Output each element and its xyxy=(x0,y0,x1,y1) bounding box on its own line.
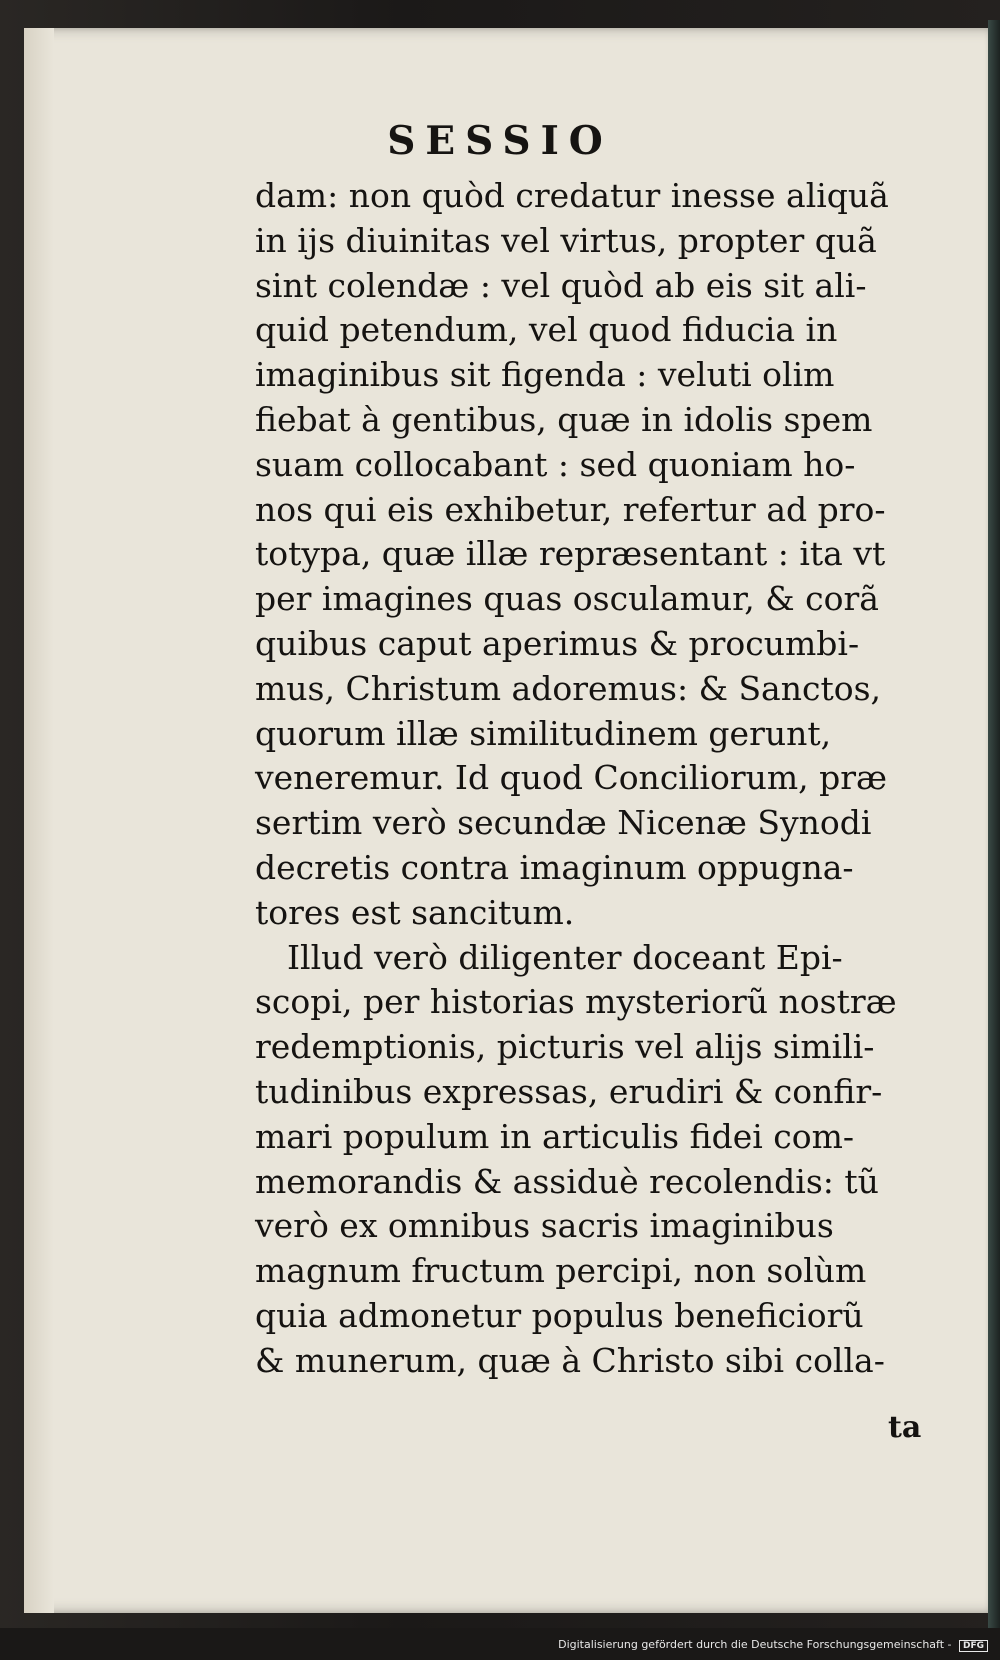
footer-bar xyxy=(0,1628,1000,1660)
text-line: mus, Christum adoremus: & Sanctos, xyxy=(255,668,882,708)
text-line: quibus caput aperimus & procumbi- xyxy=(255,623,860,663)
text-line: sertim verò secundæ Nicenæ Synodi xyxy=(255,803,872,843)
text-line: tores est sancitum. xyxy=(255,892,575,932)
text-line: Illud verò diligenter doceant Epi- xyxy=(287,937,843,977)
text-line: redemptionis, picturis vel alijs simili- xyxy=(255,1027,875,1067)
book-edge xyxy=(988,20,1000,1630)
text-line: decretis contra imaginum oppugna- xyxy=(255,847,854,887)
text-line: veneremur. Id quod Conciliorum, præ xyxy=(255,758,888,798)
page-gutter xyxy=(24,28,54,1613)
running-head: SESSIO xyxy=(387,118,613,164)
text-line: dam: non quòd credatur inesse aliquã xyxy=(255,176,889,215)
text-line: memorandis & assiduè recolendis: tũ xyxy=(255,1161,879,1201)
text-line: tudinibus expressas, erudiri & confir- xyxy=(255,1071,883,1111)
body-text xyxy=(255,174,955,1384)
text-line: quid petendum, vel quod fiducia in xyxy=(255,310,838,350)
text-line: verò ex omnibus sacris imaginibus xyxy=(255,1206,834,1246)
text-line: quia admonetur populus beneficiorũ xyxy=(255,1295,864,1335)
text-line: quorum illæ similitudinem gerunt, xyxy=(255,713,832,753)
text-line: nos qui eis exhibetur, refertur ad pro- xyxy=(255,489,886,529)
text-line: totypa, quæ illæ repræsentant : ita vt xyxy=(255,534,886,574)
dfg-logo: DFG xyxy=(959,1640,988,1652)
text-line: in ijs diuinitas vel virtus, propter quã xyxy=(255,220,877,260)
text-line: suam collocabant : sed quoniam ho- xyxy=(255,444,856,484)
catchword: ta xyxy=(888,1410,922,1445)
text-line: magnum fructum percipi, non solùm xyxy=(255,1251,867,1291)
text-line: sint colendæ : vel quòd ab eis sit ali- xyxy=(255,265,867,305)
text-line: scopi, per historias mysteriorũ nostræ xyxy=(255,982,897,1022)
text-line: per imagines quas osculamur, & corã xyxy=(255,579,879,619)
digitization-credit xyxy=(558,1638,988,1652)
text-line: & munerum, quæ à Christo sibi colla- xyxy=(255,1340,885,1380)
text-line: mari populum in articulis fidei com- xyxy=(255,1116,855,1156)
credit-text: Digitalisierung gefördert durch die Deutsche Forschungsgemeinschaft - xyxy=(558,1638,952,1651)
text-line: imaginibus sit figenda : veluti olim xyxy=(255,355,835,395)
text-line: fiebat à gentibus, quæ in idolis spem xyxy=(255,399,873,439)
